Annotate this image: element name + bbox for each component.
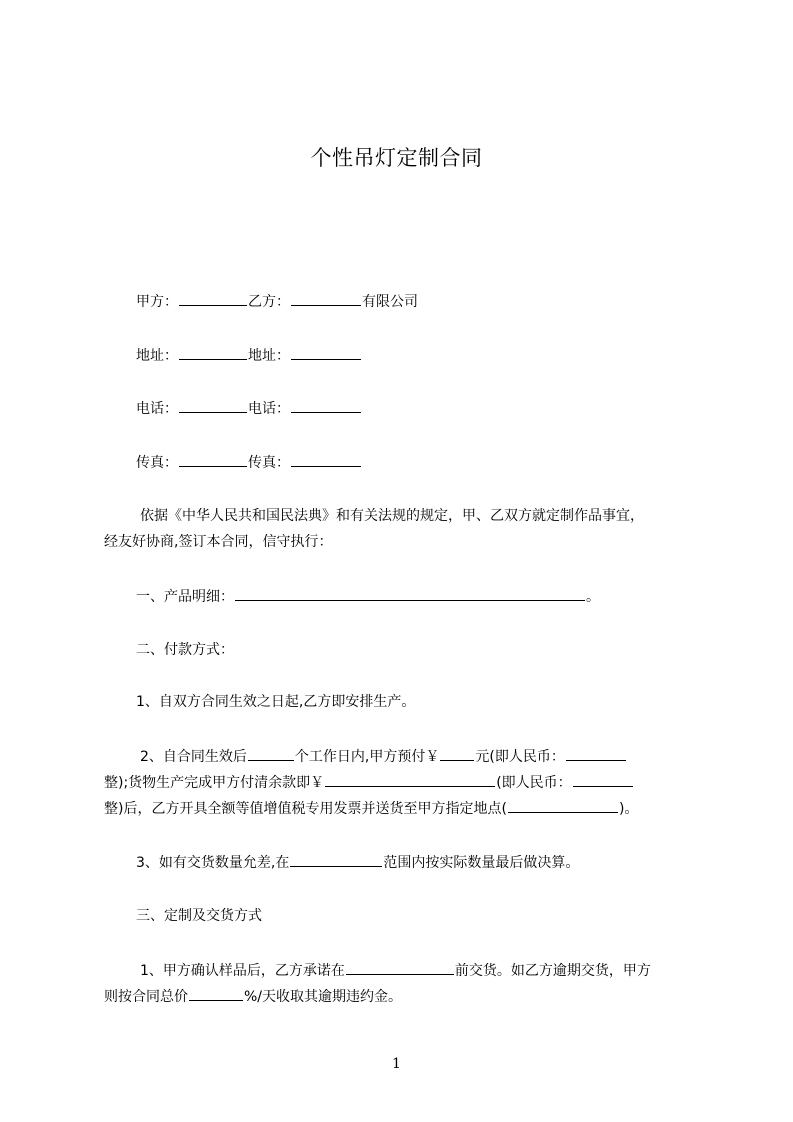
party-b-blank[interactable] [291, 291, 361, 306]
fax-a-label: 传真： [136, 455, 178, 471]
address-b-label: 地址： [248, 348, 290, 364]
section-1-label: 一、产品明细： [136, 589, 234, 605]
phone-b-blank[interactable] [291, 398, 361, 413]
section-2-item-1: 1、自双方合同生效之日起,乙方即安排生产。 [136, 694, 416, 710]
item3-text-a: 3、如有交货数量允差,在 [136, 855, 290, 871]
phone-b-label: 电话： [248, 401, 290, 417]
item2-text-e: (即人民币： [496, 775, 572, 791]
fax-b-label: 传真： [248, 455, 290, 471]
prepay-rmb-blank[interactable] [566, 746, 626, 761]
section-2-heading: 二、付款方式： [136, 642, 234, 658]
phone-a-blank[interactable] [179, 398, 247, 413]
address-a-blank[interactable] [179, 345, 247, 360]
penalty-rate-blank[interactable] [189, 986, 243, 1001]
party-a-blank[interactable] [179, 291, 247, 306]
phone-a-label: 电话： [136, 401, 178, 417]
tolerance-blank[interactable] [290, 852, 382, 867]
fax-b-blank[interactable] [291, 452, 361, 467]
address-a-label: 地址： [136, 348, 178, 364]
s3-item1-text-d: %/天收取其逾期违约金。 [244, 989, 403, 1005]
party-b-label: 乙方： [248, 294, 290, 310]
workdays-blank[interactable] [248, 746, 294, 761]
section-3-item-1-line-2 [104, 986, 402, 1007]
section-1-end: 。 [586, 589, 600, 605]
balance-amount-blank[interactable] [325, 772, 495, 787]
item2-text-a: 2、自合同生效后 [140, 749, 247, 765]
section-2-item-2-line-1 [140, 746, 627, 767]
prepay-amount-blank[interactable] [440, 746, 474, 761]
item2-text-b: 个工作日内,甲方预付￥ [294, 749, 440, 765]
party-b-suffix: 有限公司 [362, 294, 418, 310]
item2-text-d: 整);货物生产完成甲方付清余款即￥ [104, 775, 325, 791]
balance-rmb-blank[interactable] [573, 772, 633, 787]
document-title: 个性吊灯定制合同 [310, 146, 483, 170]
delivery-location-blank[interactable] [508, 798, 618, 813]
page-number: 1 [392, 1056, 401, 1072]
s3-item1-text-a: 1、甲方确认样品后，乙方承诺在 [140, 963, 345, 979]
section-2-item-3 [136, 852, 579, 873]
section-3-heading: 三、定制及交货方式 [136, 908, 262, 924]
section-2-item-2-line-3 [104, 798, 638, 819]
item2-text-f: 整)后，乙方开具全额等值增值税专用发票并送货至甲方指定地点( [104, 801, 507, 817]
section-2-item-2-line-2 [104, 772, 634, 793]
section-3-item-1-line-1 [140, 960, 651, 981]
s3-item1-text-c: 则按合同总价 [104, 989, 188, 1005]
address-b-blank[interactable] [291, 345, 361, 360]
preamble-line-1: 依据《中华人民共和国民法典》和有关法规的规定，甲、乙双方就定制作品事宜， [140, 508, 644, 524]
s3-item1-text-b: 前交货。如乙方逾期交货，甲方 [454, 963, 651, 979]
section-1-line [136, 586, 600, 607]
product-detail-blank[interactable] [235, 586, 585, 601]
preamble-line-2: 经友好协商,签订本合同，信守执行： [104, 534, 333, 550]
item2-text-g: )。 [618, 801, 639, 817]
fax-line [136, 452, 362, 473]
party-line [136, 291, 418, 312]
item2-text-c: 元(即人民币： [475, 749, 565, 765]
item3-text-b: 范围内按实际数量最后做决算。 [383, 855, 580, 871]
delivery-date-blank[interactable] [346, 960, 454, 975]
fax-a-blank[interactable] [179, 452, 247, 467]
address-line [136, 345, 362, 366]
phone-line [136, 398, 362, 419]
party-a-label: 甲方： [136, 294, 178, 310]
